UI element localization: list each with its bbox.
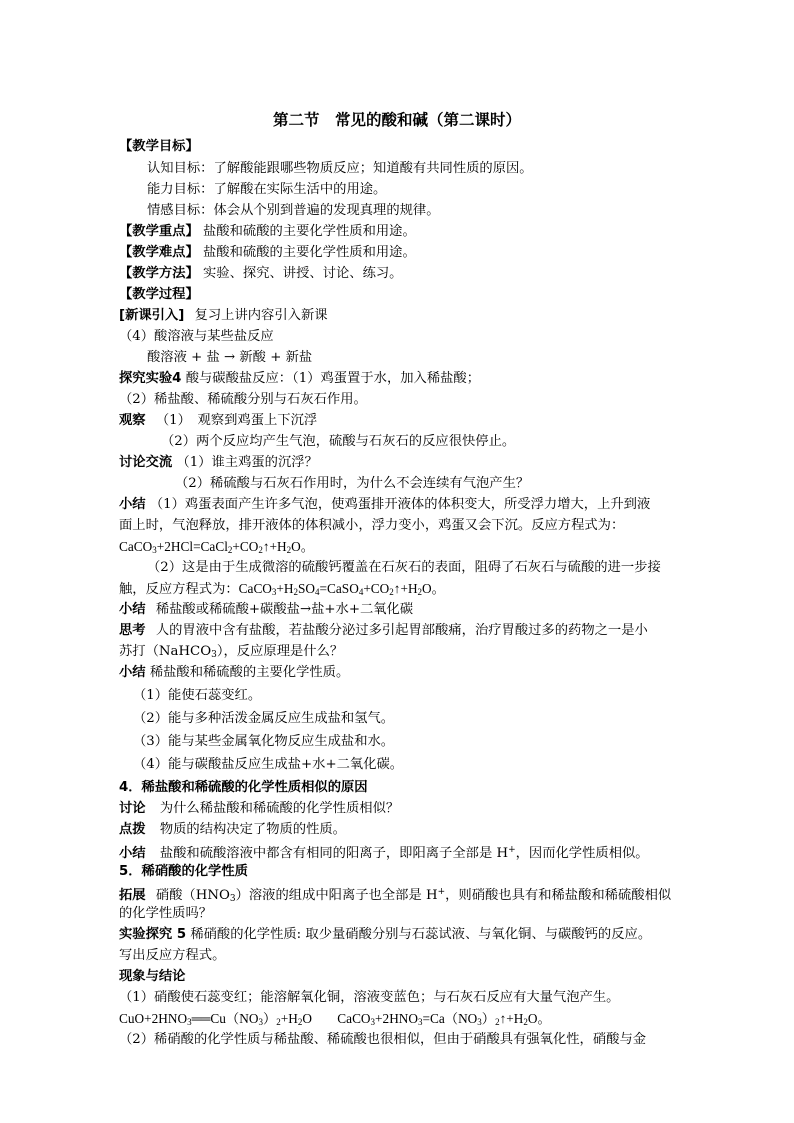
eq-part: CaCO bbox=[238, 581, 272, 596]
eq-part: O。 bbox=[291, 539, 315, 554]
eq-subscript: 2 bbox=[293, 587, 299, 597]
exp4-line2: （2）稀盐酸、稀硫酸分别与石灰石作用。 bbox=[119, 392, 367, 407]
eq-subscript: 2 bbox=[495, 1017, 500, 1027]
objectives-heading: 【教学目标】 bbox=[119, 139, 199, 154]
sec4-formula: 酸溶液 + 盐 → 新酸 + 新盐 bbox=[147, 350, 313, 365]
eq-part: +CO bbox=[363, 581, 390, 596]
eq-part: CaCO bbox=[119, 539, 153, 554]
lesson-title: 第二节 常见的酸和碱（第二课时） bbox=[272, 111, 521, 129]
difficulty-text: 盐酸和硫酸的主要化学性质和用途。 bbox=[203, 245, 416, 260]
eq-part: +2HCl=CaCl bbox=[156, 539, 228, 554]
eq-subscript: 3 bbox=[370, 1017, 376, 1027]
objective-ability: 能力目标：了解酸在实际生活中的用途。 bbox=[147, 182, 387, 197]
eq-part: +H bbox=[280, 1011, 298, 1026]
pointout-label: 点拨 bbox=[119, 822, 146, 837]
pointout-text: 物质的结构决定了物质的性质。 bbox=[159, 822, 346, 837]
observe-label: 观察 bbox=[119, 413, 146, 428]
discuss bbox=[119, 452, 318, 473]
observe-line2: （2）两个反应均产生气泡，硫酸与石灰石的反应很快停止。 bbox=[161, 434, 516, 449]
eq-part: =CaSO bbox=[319, 581, 359, 596]
exp5 bbox=[119, 924, 651, 945]
discuss-line2: （2）稀硫酸与石灰石作用时，为什么不会连续有气泡产生？ bbox=[175, 476, 530, 491]
key-point bbox=[119, 221, 416, 242]
process-heading: 【教学过程】 bbox=[119, 287, 199, 302]
eq-part: CuO+2HNO bbox=[119, 1011, 188, 1026]
exp5-line2: 写出反应方程式。 bbox=[119, 948, 226, 963]
expand-text: ，则硝酸也具有和稀盐酸和稀硫酸相似 bbox=[445, 888, 672, 903]
discuss-line1: （1）谁主鸡蛋的沉浮？ bbox=[176, 455, 318, 470]
eq-subscript: 4 bbox=[358, 587, 364, 597]
pointout bbox=[119, 819, 346, 840]
eq-subscript: 2 bbox=[258, 545, 263, 555]
eq-part: +CO bbox=[232, 539, 259, 554]
exp4-label: 探究实验4 bbox=[119, 371, 182, 386]
summary2 bbox=[119, 599, 413, 620]
think-line1: 人的胃液中含有盐酸，若盐酸分泌过多引起胃部酸痛，治疗胃酸过多的药物之一是小 bbox=[155, 623, 648, 638]
discuss2 bbox=[119, 798, 399, 819]
method bbox=[119, 263, 402, 284]
eq-subscript: 3 bbox=[418, 1017, 423, 1027]
summary2-text: 稀盐酸或稀硫酸+碳酸盐→盐+水+二氧化碳 bbox=[155, 602, 414, 617]
phenomena-line1: （1）硝酸使石蕊变红；能溶解氧化铜，溶液变蓝色；与石灰石反应有大量气泡产生。 bbox=[119, 990, 620, 1005]
summary4-text: ，因而化学性质相似。 bbox=[515, 846, 649, 861]
equation-hno3 bbox=[119, 1008, 551, 1029]
expand bbox=[119, 882, 671, 903]
list-item: （3）能与某些金属氧化物反应生成盐和水。 bbox=[133, 734, 395, 749]
exp4 bbox=[119, 368, 480, 389]
discuss-label: 讨论交流 bbox=[119, 455, 173, 470]
eq-part: O。 bbox=[527, 1011, 551, 1026]
key-point-text: 盐酸和硫酸的主要化学性质和用途。 bbox=[203, 224, 416, 239]
eq-part: ） bbox=[481, 1011, 496, 1026]
summary3-label: 小结 bbox=[119, 665, 146, 680]
think-line2 bbox=[119, 641, 343, 662]
difficulty-label: 【教学难点】 bbox=[119, 245, 199, 260]
objective-cognitive: 认知目标：了解酸能跟哪些物质反应；知道酸有共同性质的原因。 bbox=[147, 161, 533, 176]
phenomena-line3: （2）稀硝酸的化学性质与稀盐酸、稀硫酸也很相似，但由于硝酸具有强氧化性，硝酸与金 bbox=[119, 1032, 647, 1047]
summary4 bbox=[119, 840, 649, 861]
list-item: （4）能与碳酸盐反应生成盐+水+二氧化碳。 bbox=[133, 757, 404, 772]
eq-part: +2HNO bbox=[375, 1011, 419, 1026]
eq-part: O bbox=[302, 1011, 312, 1026]
exp5-label: 实验探究 5 bbox=[119, 927, 187, 942]
summary4-label: 小结 bbox=[119, 846, 146, 861]
eq-subscript: 2 bbox=[389, 587, 394, 597]
list-item: （2）能与多种活泼金属反应生成盐和氢气。 bbox=[133, 711, 395, 726]
summary1-line1: （1）鸡蛋表面产生许多气泡，使鸡蛋排开液体的体积变大，所受浮力增大，上升到液 bbox=[149, 497, 651, 512]
observe-line1: （1） 观察到鸡蛋上下沉浮 bbox=[155, 413, 318, 428]
intro-label: [新课引入] bbox=[119, 308, 185, 323]
key-point-label: 【教学重点】 bbox=[119, 224, 199, 239]
eq-superscript: + bbox=[437, 887, 446, 897]
eq-part: SO bbox=[298, 581, 316, 596]
eq-subscript: 3 bbox=[477, 1017, 482, 1027]
phenomena-heading: 现象与结论 bbox=[119, 969, 186, 984]
eq-subscript: 2 bbox=[227, 545, 233, 555]
eq-subscript: 4 bbox=[315, 587, 320, 597]
summary1-line2: 面上时，气泡释放，排开液体的体积减小，浮力变小，鸡蛋又会下沉。反应方程式为： bbox=[119, 518, 625, 533]
discuss2-text: 为什么稀盐酸和稀硫酸的化学性质相似？ bbox=[159, 801, 400, 816]
eq-subscript: 3 bbox=[211, 650, 217, 660]
summary2-label: 小结 bbox=[119, 602, 146, 617]
sec4-title: （4）酸溶液与某些盐反应 bbox=[119, 329, 274, 344]
eq-subscript: 3 bbox=[271, 587, 277, 597]
eq-subscript: 2 bbox=[297, 1017, 303, 1027]
summary1-line4: （2）这是由于生成微溶的硫酸钙覆盖在石灰石的表面，阻碍了石灰石与硫酸的进一步接 bbox=[147, 560, 661, 575]
intro-text: 复习上讲内容引入新课 bbox=[194, 308, 328, 323]
method-text: 实验、探究、讲授、讨论、练习。 bbox=[203, 266, 403, 281]
exp5-text: 稀硝酸的化学性质: 取少量硝酸分别与石蕊试液、与氧化铜、与碳酸钙的反应。 bbox=[190, 927, 652, 942]
eq-superscript: + bbox=[508, 845, 516, 855]
summary3 bbox=[119, 662, 349, 683]
expand-line2: 的化学性质吗？ bbox=[119, 906, 213, 921]
equation-caco3-hcl bbox=[119, 536, 314, 557]
think-label: 思考 bbox=[119, 623, 146, 638]
eq-subscript: 2 bbox=[276, 1017, 281, 1027]
method-label: 【教学方法】 bbox=[119, 266, 199, 281]
expand-label: 拓展 bbox=[119, 888, 146, 903]
eq-part: O。 bbox=[422, 581, 445, 596]
expand-text: 硝酸（HNO bbox=[155, 888, 230, 903]
eq-subscript: 3 bbox=[258, 1017, 263, 1027]
eq-part: +H bbox=[276, 581, 294, 596]
summary1-line5 bbox=[119, 578, 445, 599]
expand-text: ）溶液的组成中阳离子也全部是 H bbox=[235, 888, 438, 903]
exp4-text: 酸与碳酸盐反应：（1）鸡蛋置于水，加入稀盐酸； bbox=[185, 371, 481, 386]
summary1-label: 小结 bbox=[119, 497, 146, 512]
think-line2b: ），反应原理是什么？ bbox=[216, 644, 344, 659]
section-heading-4: 4．稀盐酸和稀硫酸的化学性质相似的原因 bbox=[119, 780, 368, 795]
eq-subscript: 2 bbox=[523, 1017, 528, 1027]
eq-subscript: 3 bbox=[229, 894, 236, 904]
eq-part: ） bbox=[262, 1011, 277, 1026]
section-heading-5: 5．稀硝酸的化学性质 bbox=[119, 864, 248, 879]
eq-part: ↑+H bbox=[262, 539, 287, 554]
summary4-text: 盐酸和硫酸溶液中都含有相同的阳离子，即阳离子全部是 H bbox=[159, 846, 509, 861]
list-item: （1）能使石蕊变红。 bbox=[133, 688, 262, 703]
eq-part: ↑+H bbox=[393, 581, 418, 596]
think-line2a: 苏打（NaHCO bbox=[119, 644, 212, 659]
eq-subscript: 2 bbox=[417, 587, 423, 597]
discuss2-label: 讨论 bbox=[119, 801, 146, 816]
equation-caco3-h2so4 bbox=[239, 581, 445, 596]
summary1 bbox=[119, 494, 650, 515]
eq-part: ══Cu（NO bbox=[191, 1011, 259, 1026]
think bbox=[119, 620, 648, 641]
eq-subscript: 3 bbox=[152, 545, 157, 555]
difficulty bbox=[119, 242, 416, 263]
summary3-text: 稀盐酸和稀硫酸的主要化学性质。 bbox=[149, 665, 350, 680]
intro bbox=[119, 305, 328, 326]
eq-part: ↑+H bbox=[499, 1011, 524, 1026]
objective-emotion: 情感目标：体会从个别到普遍的发现真理的规律。 bbox=[147, 203, 440, 218]
eq-part: =Ca（NO bbox=[422, 1011, 478, 1026]
eq-part: CaCO bbox=[337, 1011, 371, 1026]
eq-subscript: 2 bbox=[286, 545, 292, 555]
eq-subscript: 3 bbox=[187, 1017, 192, 1027]
observe bbox=[119, 410, 317, 431]
summary1-line5-text: 触，反应方程式为： bbox=[119, 582, 239, 597]
